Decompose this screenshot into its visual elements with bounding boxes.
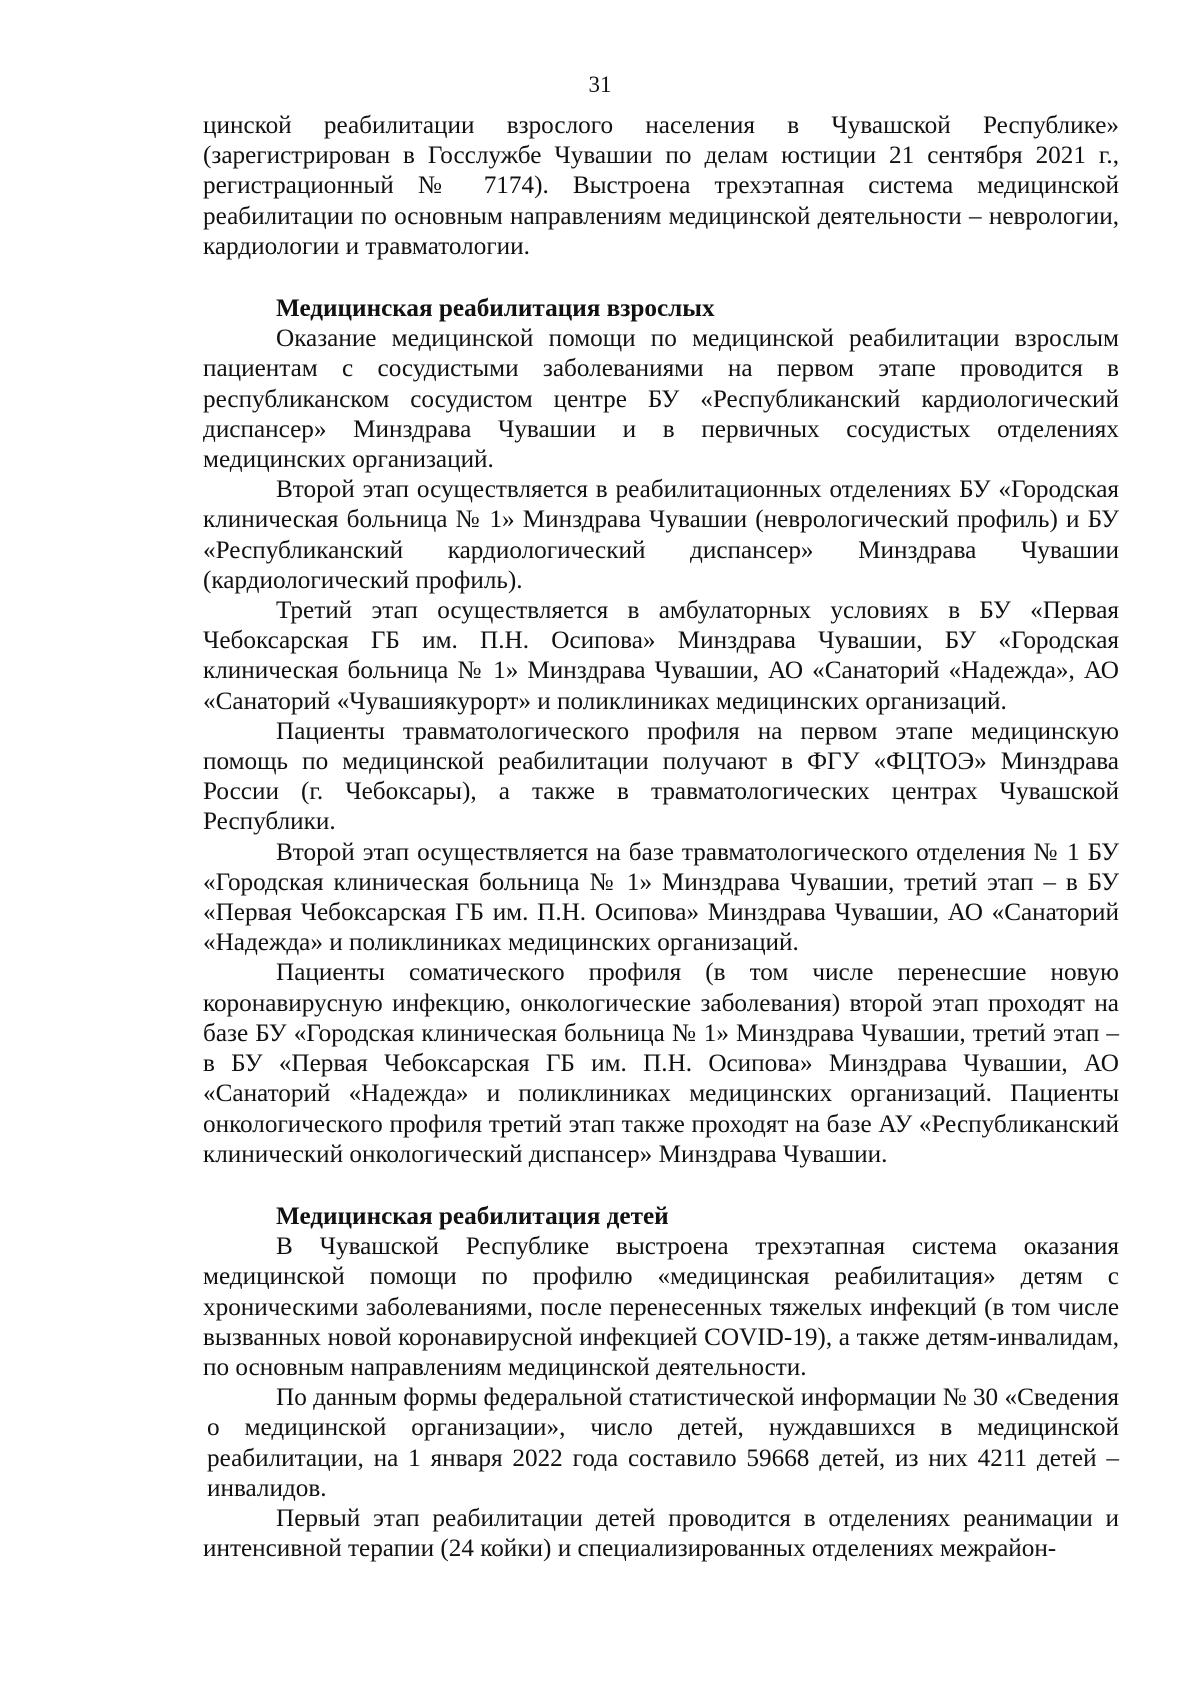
paragraph: Пациенты соматического профиля (в том числе перенесшие новую коронавирусную инфекцию, онкологические заболевания) второй этап проходят на базе БУ «Городская клиническая больница № 1» Минздрава Чувашии, третий этап – в БУ «Первая Чебоксарская ГБ им. П.Н. Осипова» Минздрава Чувашии, АО «Санаторий «Надежда» и поликлиниках медицинских организаций. Пациенты онкологического профиля третий этап также проходят на базе АУ «Республиканский клинический онкологический диспансер» Минздрава Чувашии. <box>203 959 1119 1168</box>
paragraph: Первый этап реабилитации детей проводится в отделениях реанимации и интенсивной терапии (24 койки) и специализированных отделениях межрайон- <box>203 1504 1119 1563</box>
section-heading-adults: Медицинская реабилитация взрослых <box>276 295 715 323</box>
intro-paragraph: цинской реабилитации взрослого населения в Чувашской Республике» (зарегистрирован в Госслужбе Чувашии по делам юстиции 21 сентября 2021 г., регистрационный № 7174). Выстроена трехэтапная система медицинской реабилитации по основным направлениям медицинской деятельности – неврологии, кардиологии и травматологии. <box>203 112 1119 260</box>
paragraph: Второй этап осуществляется на базе травматологического отделения № 1 БУ «Городская клиническая больница № 1» Минздрава Чувашии, третий этап – в БУ «Первая Чебоксарская ГБ им. П.Н. Осипова» Минздрава Чувашии, АО «Санаторий «Надежда» и поликлиниках медицинских организаций. <box>203 838 1119 957</box>
paragraph: Пациенты травматологического профиля на первом этапе медицинскую помощь по медицинской реабилитации получают в ФГУ «ФЦТОЭ» Минздрава России (г. Чебоксары), а также в травматологических центрах Чувашской Республики. <box>203 717 1119 836</box>
paragraph: Второй этап осуществляется в реабилитационных отделениях БУ «Городская клиническая больница № 1» Минздрава Чувашии (неврологический профиль) и БУ «Республиканский кардиологический диспансер» Минздрава Чувашии (кардиологический профиль). <box>203 476 1119 594</box>
paragraph: В Чувашской Республике выстроена трехэтапная система оказания медицинской помощи по профилю «медицинская реабилитация» детям с хроническими заболеваниями, после перенесенных тяжелых инфекций (в том числе вызванных новой коронавирусной инфекцией COVID-19), а также детям-инвалидам, по основным направлениям медицинской деятельности. <box>203 1233 1119 1381</box>
page-number: 31 <box>588 72 612 97</box>
section-spacer <box>203 262 1119 294</box>
section-spacer <box>203 1170 1119 1202</box>
paragraph: Оказание медицинской помощи по медицинской реабилитации взрослым пациентам с сосудистыми заболеваниями на первом этапе проводится в республиканском сосудистом центре БУ «Республиканский кардиологический диспансер» Минздрава Чувашии и в первичных сосудистых отделениях медицинских организаций. <box>203 325 1119 474</box>
section-heading-children: Медицинская реабилитация детей <box>276 1202 669 1230</box>
statistics-paragraph: По данным формы федеральной статистической информации № 30 «Сведения о медицинской организации», число детей, нуждавшихся в медицинской реабилитации, на 1 января 2022 года составило 59668 детей, из них 4211 детей – инвалидов. <box>207 1384 1119 1502</box>
document-body <box>203 111 1119 1564</box>
paragraph: Третий этап осуществляется в амбулаторных условиях в БУ «Первая Чебоксарская ГБ им. П.Н. Осипова» Минздрава Чувашии, БУ «Городская клиническая больница № 1» Минздрава Чувашии, АО «Санаторий «Надежда», АО «Санаторий «Чувашиякурорт» и поликлиниках медицинских организаций. <box>203 597 1119 715</box>
